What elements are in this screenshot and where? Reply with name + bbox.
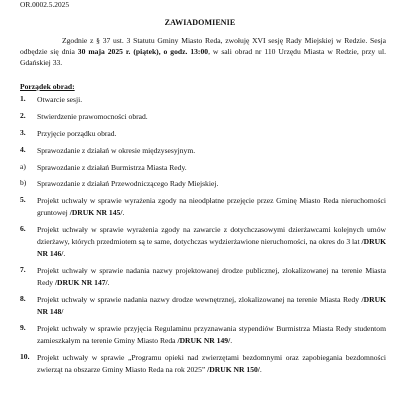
- agenda-item: [20, 111, 386, 123]
- agenda-item-text: Sprawozdanie z działań Burmistrza Miasta Redy.: [37, 162, 187, 172]
- druk-reference: /DRUK NR 147/: [54, 278, 108, 288]
- session-date: 30 maja 2025 r. (piątek), o godz. 13:00: [77, 47, 209, 57]
- agenda-item-number: 2.: [20, 110, 26, 120]
- agenda-item: [20, 265, 386, 289]
- document-reference: OR.0002.5.2025: [20, 0, 70, 9]
- agenda-item-number: 5.: [20, 195, 26, 205]
- druk-reference: /DRUK NR 145/: [69, 208, 123, 218]
- druk-reference: /DRUK NR 150/: [207, 364, 260, 374]
- agenda-item-text: Projekt uchwały w sprawie nadania nazwy drodze wewnętrznej, zlokalizowanej na terenie Miasta Redy /DRUK NR 148/: [37, 295, 386, 317]
- agenda-item-number: 1.: [20, 94, 26, 103]
- agenda-item: [20, 128, 386, 140]
- agenda-item: [20, 94, 386, 106]
- agenda-item-number: 6.: [20, 224, 26, 234]
- druk-reference: /DRUK NR 149/: [177, 335, 231, 345]
- agenda-subitem: [20, 178, 386, 190]
- agenda-item-text: Przyjęcie porządku obrad.: [37, 128, 117, 138]
- intro-part1: Zgodnie z § 37 ust. 3 Statutu Gminy Miasto Reda, zwołuję XVI sesję Rady Miejskiej w Redzie. Sesja odbędzie się dnia: [20, 36, 386, 57]
- agenda-item-number: 8.: [20, 294, 26, 304]
- intro-part2: , w sali obrad nr 110 Urzędu Miasta w Redzie, przy ul. Gdańskiej 33.: [20, 47, 386, 68]
- druk-reference: /DRUK NR 148/: [37, 295, 386, 317]
- agenda-item-text: Projekt uchwały w sprawie wyrażenia zgody na zawarcie z dotychczasowymi dzierżawcami kolejnych umów dzierżawy, których przedmiotem są te same, dotychczas wydzierżawione nieruchomości, na okres do 3 lat /DRUK NR 146/.: [37, 225, 386, 259]
- agenda-item-number: 4.: [20, 144, 26, 154]
- agenda-subitem: [20, 162, 386, 174]
- agenda-item-text: Stwierdzenie prawomocności obrad.: [37, 111, 148, 121]
- agenda-item-number: 9.: [20, 322, 26, 332]
- agenda-heading: Porządek obrad:: [20, 82, 75, 91]
- agenda-item-text: Projekt uchwały w sprawie przyjęcia Regulaminu przyznawania stypendiów Burmistrza Miasta Redy studentom zamieszkałym na terenie Gminy Miasto Reda /DRUK NR 149/.: [37, 323, 386, 345]
- agenda-item: [20, 145, 386, 157]
- agenda-item-number: 7.: [20, 265, 26, 275]
- agenda-item-text: Sprawozdanie z działań Przewodniczącego Rady Miejskiej.: [37, 179, 219, 189]
- agenda-item-text: Sprawozdanie z działań w okresie międzysesyjnym.: [37, 145, 196, 155]
- agenda-subitem-letter: a): [20, 161, 26, 171]
- druk-reference: /DRUK NR 146/: [37, 237, 386, 259]
- agenda-item: [20, 195, 386, 219]
- agenda-item: [20, 323, 386, 347]
- agenda-item-number: 3.: [20, 127, 26, 137]
- agenda-item: [20, 352, 386, 376]
- intro-paragraph: [20, 35, 386, 69]
- agenda-subitem-letter: b): [20, 178, 27, 188]
- agenda-item-text: Projekt uchwały w sprawie wyrażenia zgody na nieodpłatne przejęcie przez Gminę Miasto Reda nieruchomości gruntowej /DRUK NR 145/.: [37, 196, 386, 218]
- agenda-list: [20, 94, 386, 381]
- agenda-item-text: Projekt uchwały w sprawie „Programu opieki nad zwierzętami bezdomnymi oraz zapobiegania bezdomności zwierząt na obszarze Gminy Miasto Reda na rok 2025” /DRUK NR 150/.: [37, 352, 386, 374]
- agenda-item-text: Projekt uchwały w sprawie nadania nazwy projektowanej drodze publicznej, zlokalizowanej na terenie Miasta Redy /DRUK NR 147/.: [37, 266, 386, 288]
- document-title: ZAWIADOMIENIE: [164, 18, 236, 27]
- agenda-item: [20, 294, 386, 318]
- agenda-item-number: 10.: [20, 351, 30, 361]
- agenda-item-text: Otwarcie sesji.: [37, 95, 83, 104]
- agenda-item: [20, 224, 386, 260]
- intro-text: [20, 35, 386, 69]
